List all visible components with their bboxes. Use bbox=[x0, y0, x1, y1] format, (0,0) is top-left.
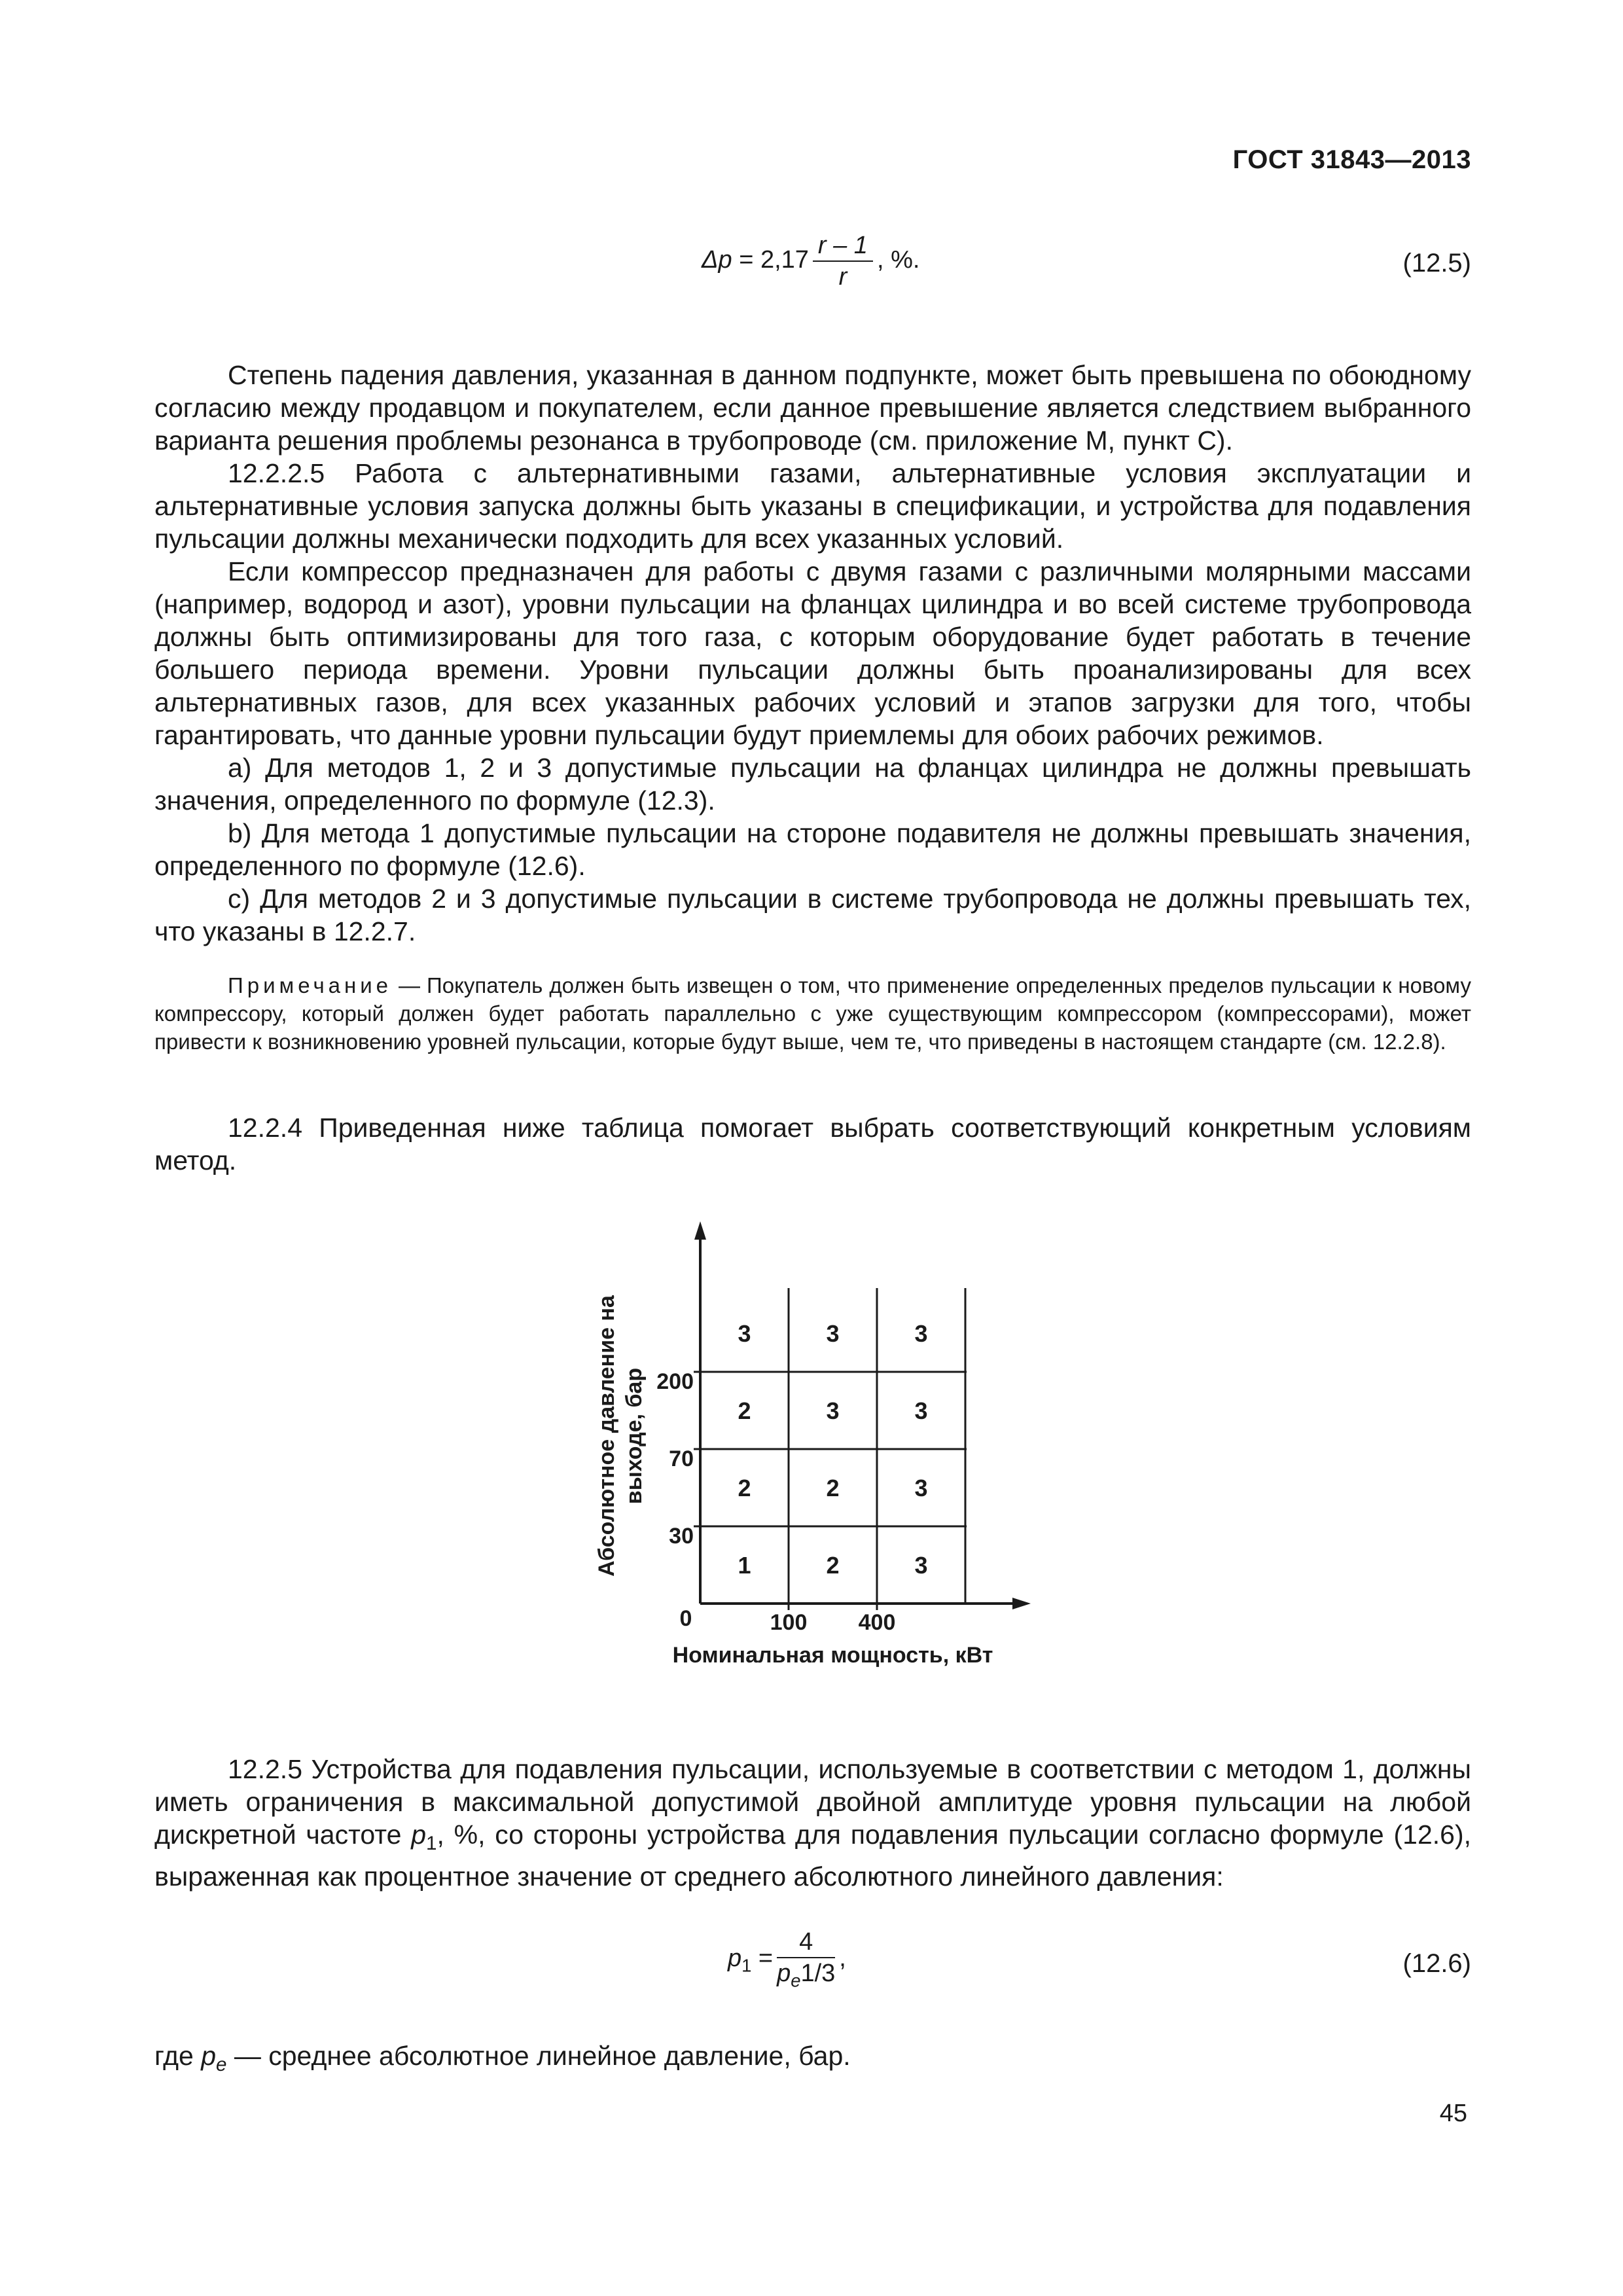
den-var: p bbox=[777, 1960, 791, 1987]
paragraph: b) Для метода 1 допустимые пульсации на стороне подавителя не должны превышать значения, определенного по формуле (12.6). bbox=[154, 818, 1471, 881]
var-p: p bbox=[411, 1820, 427, 1850]
table-cell-value: 3 bbox=[738, 1320, 751, 1347]
x-tick-label: 100 bbox=[770, 1610, 808, 1635]
paragraph: Если компрессор предназначен для работы с двумя газами с различными молярными массами (например, водород и азот), уровни пульсации на фланцах цилиндра и во всей системе трубопровода должны быть оптимизированы для того газа, с которым оборудование будет работать в течение большего периода времени. Уровни пульсации должны быть проанализированы для всех альтернативных газов, для всех указанных рабочих условий и этапов загрузки для того, чтобы гарантировать, что данные уровни пульсации будут приемлемы для обоих рабочих режимов. bbox=[154, 556, 1471, 750]
y-tick-label: 30 bbox=[669, 1524, 694, 1549]
y-axis-arrow bbox=[694, 1221, 706, 1240]
den-sub: e bbox=[791, 1970, 801, 1991]
y-axis-label: Абсолютное давление на bbox=[594, 1295, 619, 1577]
x-tick-label: 400 bbox=[858, 1610, 896, 1635]
formula-lhs: p bbox=[728, 1945, 742, 1973]
where-var: p bbox=[201, 2041, 217, 2071]
x-axis-arrow bbox=[1012, 1598, 1031, 1609]
table-cell-value: 2 bbox=[738, 1397, 751, 1424]
note-paragraph bbox=[154, 971, 1471, 1056]
paragraph: а) Для методов 1, 2 и 3 допустимые пульсации на фланцах цилиндра не должны превышать значения, определенного по формуле (12.3). bbox=[154, 753, 1471, 816]
origin-label: 0 bbox=[679, 1606, 692, 1631]
den-exp: 1/3 bbox=[800, 1960, 836, 1987]
table-cell-value: 3 bbox=[914, 1475, 928, 1501]
where-prefix: где bbox=[154, 2041, 202, 2071]
paragraph: 12.2.2.5 Работа с альтернативными газами, альтернативные условия эксплуатации и альтернативные условия запуска должны быть указаны в спецификации, и устройства для подавления пульсации должны механически подходить для всех указанных условий. bbox=[154, 458, 1471, 554]
formula-denominator: r bbox=[838, 263, 847, 291]
note-label: Примечание bbox=[228, 973, 393, 997]
note-block bbox=[154, 971, 1471, 1056]
table-cell-value: 3 bbox=[914, 1552, 928, 1579]
method-selection-chart bbox=[576, 1217, 1047, 1668]
var-sub: 1 bbox=[426, 1833, 437, 1855]
page-number: 45 bbox=[1439, 2100, 1467, 2127]
table-cell-value: 1 bbox=[738, 1552, 751, 1579]
paragraph bbox=[154, 1753, 1471, 1893]
where-line bbox=[154, 2041, 851, 2076]
formula-12-5 bbox=[702, 233, 919, 289]
document-code-header: ГОСТ 31843—2013 bbox=[1232, 145, 1471, 174]
table-cell-value: 3 bbox=[826, 1320, 840, 1347]
paragraph-12-2-5 bbox=[154, 1753, 1471, 1893]
formula-fraction bbox=[777, 1929, 835, 1990]
formula-eq: = bbox=[751, 1945, 774, 1973]
x-axis-label: Номинальная мощность, кВт bbox=[672, 1643, 993, 1668]
table-cell-value: 3 bbox=[914, 1320, 928, 1347]
formula-tail: , %. bbox=[876, 246, 920, 274]
formula-tail: , bbox=[839, 1945, 846, 1973]
formula-fraction bbox=[813, 233, 873, 289]
formula-12-6 bbox=[728, 1929, 846, 1990]
paragraph-12-2-4 bbox=[154, 1111, 1471, 1177]
y-tick-label: 70 bbox=[669, 1446, 694, 1471]
where-text: — среднее абсолютное линейное давление, бар. bbox=[226, 2041, 851, 2071]
formula-numerator: 4 bbox=[777, 1929, 835, 1958]
formula-lhs-sub: 1 bbox=[741, 1955, 752, 1976]
chart-labels bbox=[594, 1295, 993, 1668]
table-cell-value: 3 bbox=[826, 1397, 840, 1424]
paragraph: 12.2.4 Приведенная ниже таблица помогает выбрать соответствующий конкретным условиям метод. bbox=[154, 1113, 1471, 1175]
formula-denominator bbox=[777, 1958, 835, 1990]
table-cell-value: 2 bbox=[738, 1475, 751, 1501]
paragraph-text: 12.2.5 Устройства для подавления пульсации, используемые в соответствии с методом 1, должны иметь ограничения в максимальной допустимой двойной амплитуде уровня пульсации на любой дискретной частоте bbox=[154, 1754, 1471, 1850]
body-text bbox=[154, 359, 1471, 948]
formula-lhs: Δp bbox=[702, 246, 732, 274]
table-cell-value: 3 bbox=[914, 1397, 928, 1424]
table-cell-value: 2 bbox=[826, 1475, 840, 1501]
note-text: — Покупатель должен быть извещен о том, что применение определенных пределов пульсации к новому компрессору, который должен будет работать параллельно с уже существующим компрессором (компрессорами), может привести к возникновению уровней пульсации, которые будут выше, чем те, что приведены в настоящем стандарте (см. 12.2.8). bbox=[154, 973, 1471, 1054]
table-cell-value: 2 bbox=[826, 1552, 840, 1579]
equation-number-12-5: (12.5) bbox=[1402, 249, 1471, 278]
paragraph: Степень падения давления, указанная в данном подпункте, может быть превышена по обоюдному согласию между продавцом и покупателем, если данное превышение является следствием выбранного варианта решения проблемы резонанса в трубопроводе (см. приложение М, пункт С). bbox=[154, 360, 1471, 456]
formula-numerator: r – 1 bbox=[813, 233, 873, 262]
where-sub: e bbox=[216, 2054, 227, 2076]
y-axis-label: выходе, бар bbox=[622, 1367, 647, 1505]
y-tick-label: 200 bbox=[656, 1369, 694, 1394]
equation-number-12-6: (12.6) bbox=[1402, 1949, 1471, 1978]
paragraph: с) Для методов 2 и 3 допустимые пульсации в системе трубопровода не должны превышать тех, что указаны в 12.2.7. bbox=[154, 884, 1471, 946]
paragraph-text: , %, со стороны устройства для подавления пульсации согласно формуле (12.6), выраженная как процентное значение от среднего абсолютного линейного давления: bbox=[154, 1820, 1471, 1892]
formula-coef: = 2,17 bbox=[732, 246, 809, 274]
